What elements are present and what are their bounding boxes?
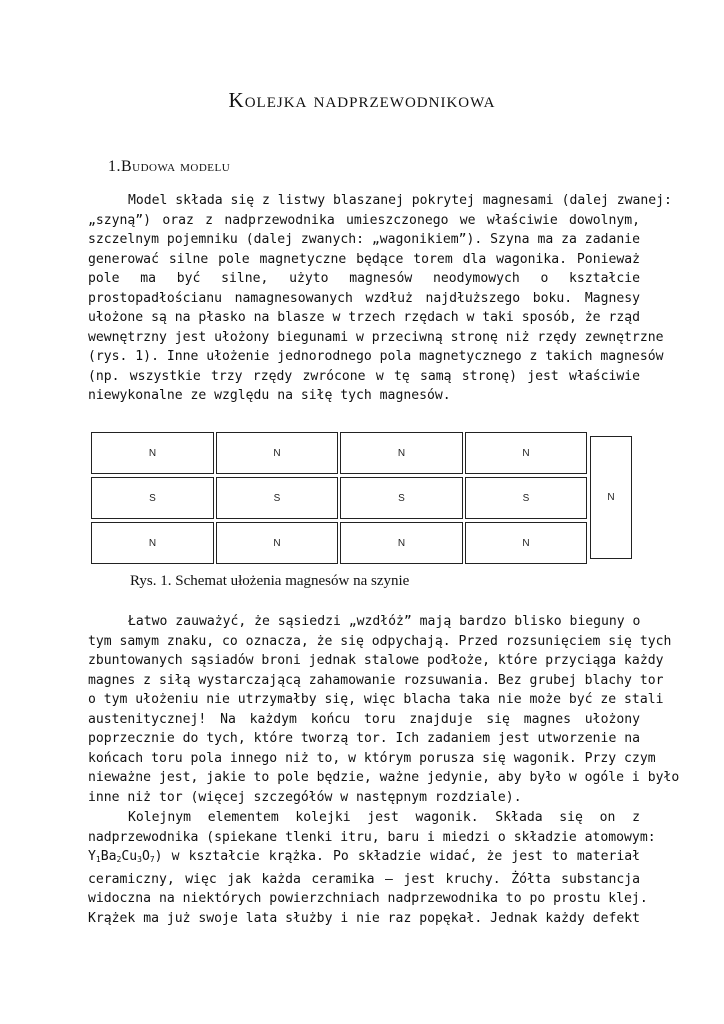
magnet-cell: N — [216, 432, 338, 474]
paragraph-line: nadprzewodnika (spiekane tlenki itru, baru i miedzi o składzie atomowym: — [88, 829, 656, 845]
page-title: Kolejka nadprzewodnikowa — [228, 88, 496, 112]
section-heading: 1.Budowa modelu — [108, 158, 231, 175]
paragraph-line: o tym ułożeniu nie utrzymałby się, więc blacha taka nie może być ze stali — [88, 692, 664, 707]
paragraph-line: Model składa się z listwy blaszanej pokrytej magnesami (dalej zwanej: — [128, 193, 672, 208]
paragraph-line: tym samym znaku, co oznacza, że się odpychają. Przed rozsunięciem się tych — [88, 633, 672, 649]
paragraph-line: ceramiczny, więc jak każda ceramika – jest kruchy. Żółta substancja — [88, 871, 640, 887]
paragraph-2 — [88, 612, 680, 807]
paragraph-1 — [88, 191, 672, 406]
magnet-cell: S — [91, 477, 214, 519]
paragraph-line: prostopadłościanu namagnesowanych wzdłuż najdłuższego boku. Magnesy — [88, 290, 640, 306]
paragraph-line: (np. wszystkie trzy rzędy zwrócone w tę samą stronę) jest właściwie — [88, 368, 640, 384]
paragraph-line: niewykonalne ze względu na siłę tych magnesów. — [88, 388, 451, 403]
chemical-formula: $Y_1Ba_2Cu_3O_7$ — [88, 849, 155, 864]
magnet-layout-diagram — [91, 430, 636, 566]
magnet-cell: N — [340, 432, 463, 474]
paragraph-line: nieważne jest, jakie to pole będzie, ważne jedynie, aby było w ogóle i było — [88, 770, 680, 785]
paragraph-line: Krążek ma już swoje lata służby i nie raz popękał. Jednak każdy defekt — [88, 910, 640, 926]
paragraph-line: widoczna na niektórych powierzchniach nadprzewodnika to po prostu klej. — [88, 891, 648, 906]
figure-caption: Rys. 1. Schemat ułożenia magnesów na szynie — [130, 573, 410, 589]
paragraph-line: Kolejnym elementem kolejki jest wagonik. Składa się on z — [128, 810, 640, 825]
magnet-cell: N — [91, 432, 214, 474]
paragraph-line: inne niż tor (więcej szczegółów w następnym rozdziale). — [88, 789, 522, 805]
magnet-cell: S — [340, 477, 463, 519]
paragraph-line: magnes z siłą wystarczającą zahamowanie rozsuwania. Bez grubej blachy tor — [88, 672, 664, 688]
magnet-cell: N — [340, 522, 463, 564]
paragraph-line: ułożone są na płasko na blasze w trzech rzędach w taki sposób, że rząd — [88, 310, 640, 325]
magnet-cell: S — [216, 477, 338, 519]
paragraph-line: zbuntowanych sąsiadów broni jednak stalowe podłoże, które przyciąga każdy — [88, 653, 664, 668]
magnet-cell: N — [465, 432, 587, 474]
magnet-cell: S — [465, 477, 587, 519]
paragraph-3 — [88, 808, 656, 928]
paragraph-line: austenitycznej! Na każdym końcu toru znajduje się magnes ułożony — [88, 711, 640, 727]
magnet-cell: N — [91, 522, 214, 564]
paragraph-line: (rys. 1). Inne ułożenie jednorodnego pola magnetycznego z takich magnesów — [88, 349, 664, 364]
end-magnet: N — [590, 436, 632, 559]
paragraph-line-formula: $Y_1Ba_2Cu_3O_7$) w kształcie krążka. Po składzie widać, że jest to materiał — [88, 849, 640, 864]
paragraph-line: szczelnym pojemniku (dalej zwanych: „wagonikiem”). Szyna ma za zadanie — [88, 232, 640, 247]
paragraph-line: generować silne pole magnetyczne będące torem dla wagonika. Ponieważ — [88, 251, 640, 267]
paragraph-line: „szyną”) oraz z nadprzewodnika umieszczonego we właściwie dowolnym, — [88, 212, 640, 228]
paragraph-line: wewnętrzny jest ułożony biegunami w przeciwną stronę niż rzędy zewnętrzne — [88, 329, 664, 345]
paragraph-line: pole ma być silne, użyto magnesów neodymowych o kształcie — [88, 271, 640, 286]
paragraph-line: poprzecznie do tych, które tworzą tor. Ich zadaniem jest utworzenie na — [88, 731, 640, 746]
magnet-cell: N — [465, 522, 587, 564]
paragraph-line: Łatwo zauważyć, że sąsiedzi „wzdłóż” mają bardzo blisko bieguny o — [128, 614, 641, 629]
magnet-cell: N — [216, 522, 338, 564]
paragraph-line: końcach toru pola innego niż to, w którym porusza się wagonik. Przy czym — [88, 750, 656, 766]
